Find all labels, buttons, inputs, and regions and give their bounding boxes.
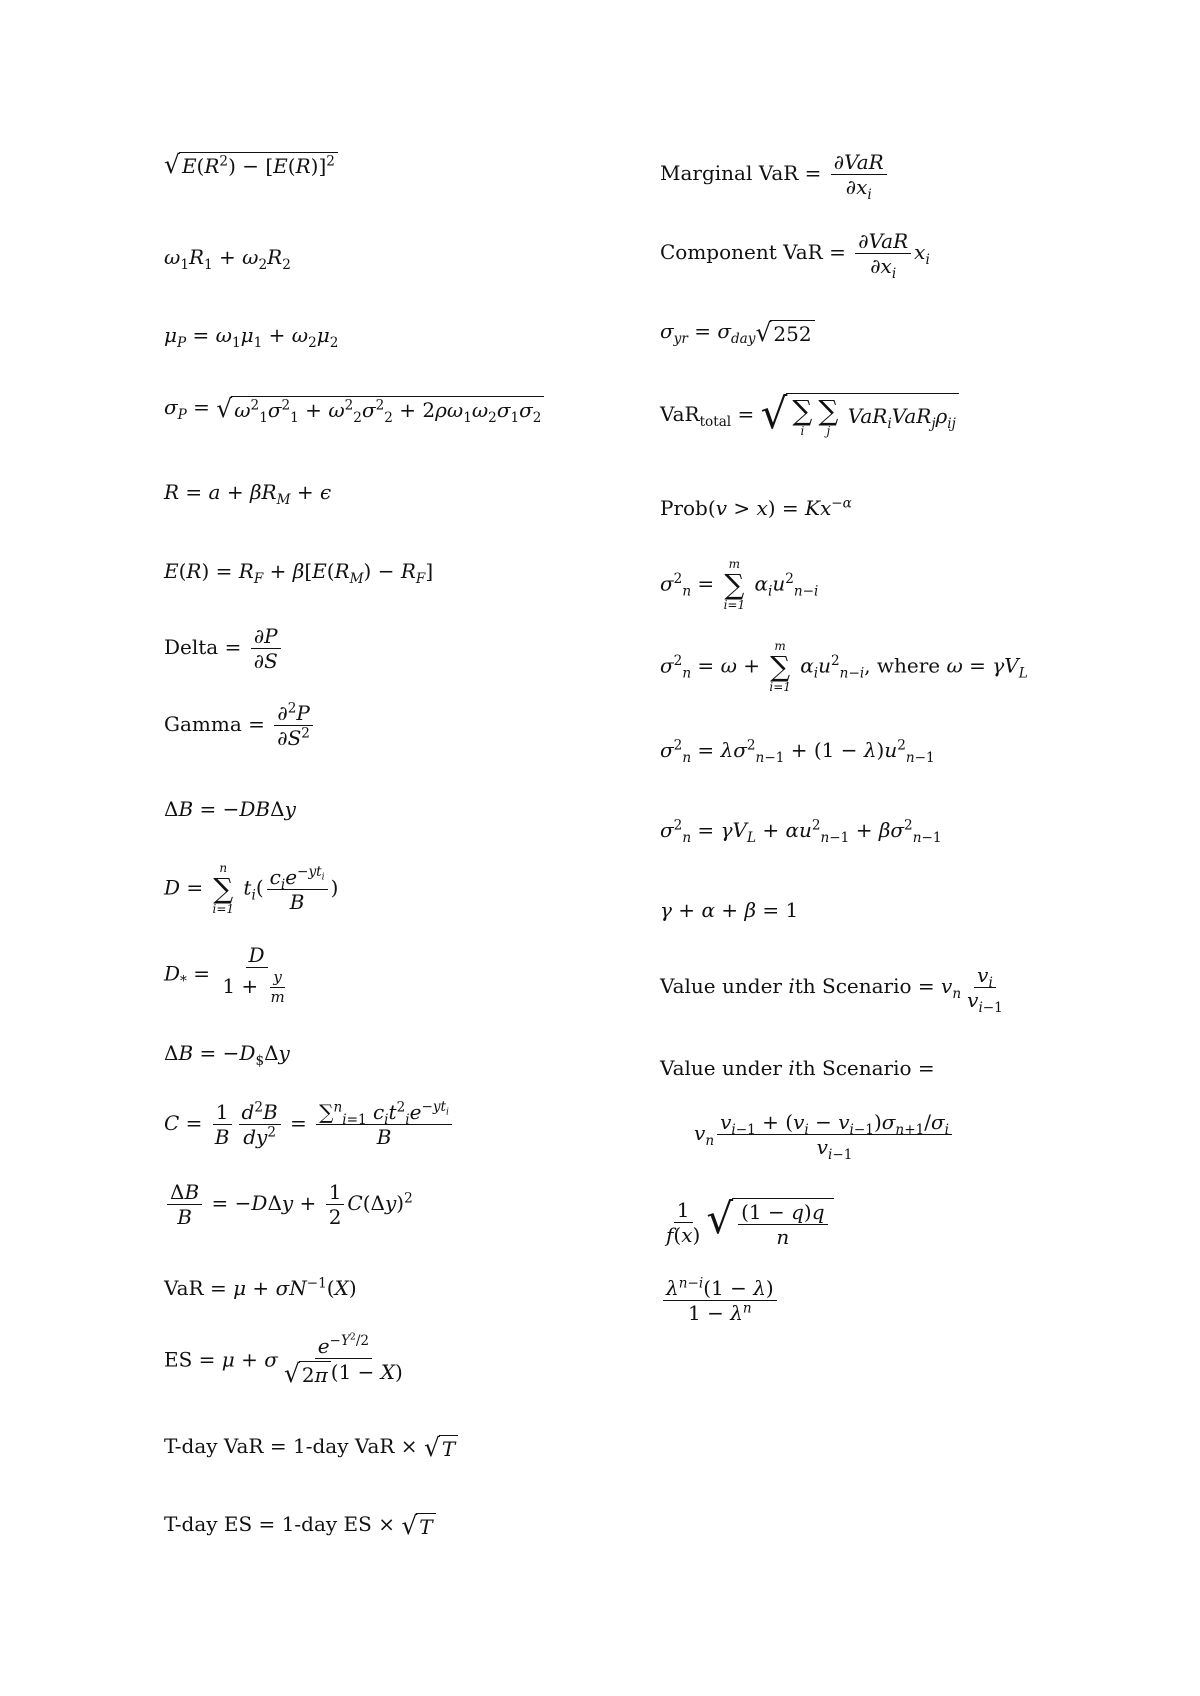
formula-t-day-es: T-day ES = 1-day ES × √ T (164, 1513, 436, 1538)
formula-delta: Delta = $\frac{\partial P}{\partial S}$ (164, 626, 284, 671)
formula-garch: $\sigma^2_n = \gamma V_L + \alpha u^2_{n-1} + \beta\sigma^2_{n-1}$ (660, 817, 942, 846)
formula-scenario-2-head: Value under ith Scenario = (660, 1056, 935, 1080)
formula-marginal-var: Marginal VaR = $\frac{\text{∂VaR}}{\partial x_i}$ (660, 152, 890, 197)
var-label: VaR (164, 1276, 204, 1300)
var-total-label: VaR (660, 402, 700, 427)
formula-weights-decay: $\frac{\lambda^{n-i}(1 - \lambda)}{1 - \lambda^n}$ (660, 1278, 780, 1323)
one-day-es-label: 1-day ES (281, 1512, 372, 1536)
formula-arch-m: $\sigma^2_n$ = m ∑ i=1 $\alpha_iu^2_{n-i}$ (660, 557, 819, 613)
delta-label: Delta (164, 635, 219, 659)
formula-garch-weights: γ + α + β = 1 (660, 898, 799, 922)
formula-scenario-2-body: $v_n$ $\frac{v_{i-1} + (v_i - v_{i-1})\sigma_{n+1}/\sigma_i}{v_{i-1}}$ (694, 1112, 955, 1157)
gamma-label: Gamma (164, 712, 242, 736)
formula-capm-regression: $R = a + \beta R_M + \epsilon$ (164, 480, 332, 508)
formula-t-day-var: T-day VaR = 1-day VaR × √ T (164, 1435, 458, 1460)
formula-power-law: Prob(v > $x) = Kx^{-\alpha}$ (660, 495, 852, 520)
sqrt-252-value: 252 (770, 320, 814, 345)
formula-bond-change-duration: ΔB = −DBΔy (164, 797, 296, 821)
formula-bond-change-convexity: $\frac{\Delta B}{B}$ = −DΔy + $\frac{1}{2}$ $C(\Delta y)^2$ (164, 1182, 413, 1227)
scenario-2-label-b: Scenario (822, 1056, 912, 1080)
formula-arch-m-omega: $\sigma^2_n = \omega$ + m ∑ i=1 $\alpha_iu^2_{n-i}$, where $\omega = \gamma V_L$ (660, 639, 1028, 695)
formula-ewma: $\sigma^2_n = \lambda\sigma^2_{n-1} + (1 - \lambda)u^2_{n-1}$ (660, 737, 935, 766)
formula-portfolio-mean: $\mu_P = \omega_1\mu_1 + \omega_2\mu_2$ (164, 323, 339, 351)
formula-gamma: Gamma = $\frac{\partial^2P}{\partial S^2}$ (164, 703, 316, 748)
t-day-var-label: T-day VaR (164, 1434, 264, 1458)
formula-var-normal: VaR = $\mu + \sigma N^{-1}(X)$ (164, 1275, 357, 1300)
formula-var-total: VaR$_{total}$ = √ ∑ i ∑ j $VaR_iVaR_j\rho_{ij}$ (660, 393, 959, 438)
formula-convexity: C = $\frac{1}{B}$ $\frac{d^2B}{dy^2}$ = $\frac{\sum^n_{i=1} c_it^2_ie^{-yt_i}}{B}$ (164, 1102, 455, 1147)
marginal-var-label: Marginal VaR (660, 161, 799, 185)
var-total-subscript: total (699, 414, 732, 431)
scenario-1-label-a: Value under (660, 974, 782, 998)
formula-capm-expected: $E(R) = R_F + \beta[E(R_M) - R_F]$ (164, 559, 434, 587)
formula-portfolio-return: $\omega_1R_1 + \omega_2R_2$ (164, 245, 291, 273)
formula-scenario-1: Value under ith Scenario = $v_n$ $\frac{v_i}{v_{i-1}}$ (660, 963, 1003, 1016)
scenario-1-label-b: Scenario (822, 974, 912, 998)
formula-component-var: Component VaR = $\frac{\text{∂VaR}}{\partial x_i}$ $x_i$ (660, 229, 930, 282)
formula-portfolio-sigma: $\sigma_P$ = √ $\omega^2_1\sigma^2_1 + \omega^2_2\sigma^2_2 + 2\rho\omega_1\omega_2\sigma_1\sigma_2$ (164, 396, 544, 421)
formula-volatility-sqrt: √ $E(R^2) - [E(R)]^2$ (164, 152, 338, 177)
where-label: , where (864, 653, 941, 678)
es-label: ES (164, 1347, 193, 1372)
formula-es-normal: ES = μ + σ $e^{-Y^2/2}$ √ 2π (1 − X) (164, 1331, 403, 1388)
formula-quantile-se: $\frac{1}{f(x)}$ √ $\frac{(1 - q)q}{n}$ (660, 1198, 834, 1247)
formula-duration-sum: D = n ∑ i=1 $t_i$( $\frac{c_ie^{-yt_i}}{B}$ ) (164, 861, 339, 917)
formula-dollar-duration: $\Delta B = -D_{\$}\Delta y$ (164, 1041, 290, 1069)
formula-annual-sigma: $\sigma_{yr} = \sigma_{day}$ √ 252 (660, 320, 815, 345)
formula-modified-duration: $D_*$ = D 1 + $\frac{y}{m}$ (164, 943, 285, 1006)
one-day-var-label: 1-day VaR (292, 1434, 395, 1458)
prob-label: Prob (660, 496, 708, 520)
component-var-label: Component VaR (660, 240, 823, 264)
scenario-2-label-a: Value under (660, 1056, 782, 1080)
t-day-es-label: T-day ES (164, 1512, 253, 1536)
